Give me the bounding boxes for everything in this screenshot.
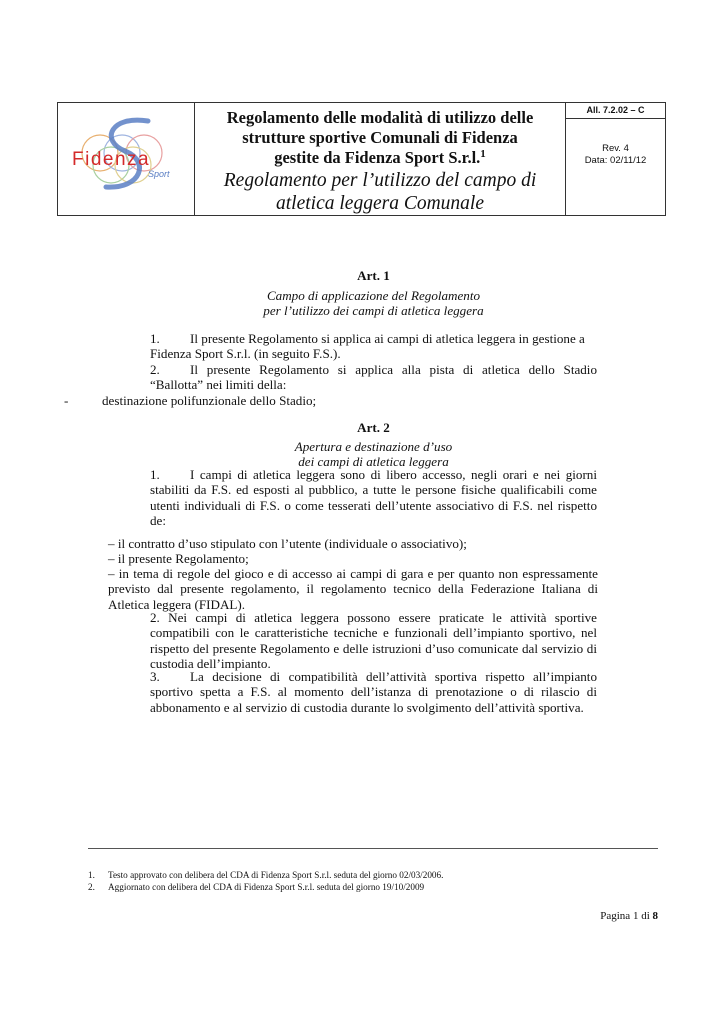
- fidenza-sport-logo: [70, 113, 182, 197]
- meta-cell: [566, 103, 666, 216]
- doc-code: All. 7.2.02 – C: [566, 103, 665, 119]
- art2-subheading: Apertura e destinazione d’uso dei campi di atletica leggera: [294, 439, 453, 470]
- revision: Rev. 4: [602, 143, 629, 154]
- revision-date: Data: 02/11/12: [584, 155, 647, 166]
- footnote-1: 1. Testo approvato con delibera del CDA di Fidenza Sport S.r.l. seduta del giorno 02/03/2006.: [88, 870, 444, 880]
- art1-subheading: Campo di applicazione del Regolamento per l’utilizzo dei campi di atletica leggera: [263, 288, 484, 319]
- logo-word: Fidenza: [72, 149, 151, 170]
- title-footnote-ref: 1: [480, 148, 486, 160]
- art2-item-fidal: – in tema di regole del gioco e di accesso ai campi di gara e per quanto non espressamente previsto dal presente regolamento, il regolamento tecnico della Federazione Italiana di Atletica leggera (FIDAL).: [108, 566, 598, 612]
- art1-paragraph-2: 2. Il presente Regolamento si applica alla pista di atletica dello Stadio “Ballotta” nei limiti della:: [150, 362, 597, 393]
- art1-paragraph-1: 1. Il presente Regolamento si applica ai campi di atletica leggera in gestione a Fidenza Sport S.r.l. (in seguito F.S.).: [150, 331, 585, 362]
- art2-paragraph-1: 1. I campi di atletica leggera sono di libero accesso, negli orari e nei giorni stabiliti da F.S. ed esposti al pubblico, a tutte le persone fisiche qualificabili come utenti individuali di F.S. o come tesserati dell’utente associativo di F.S. nel rispetto de:: [150, 467, 597, 529]
- art1-bullet: - destinazione polifunzionale dello Stadio;: [64, 393, 317, 408]
- logo-sub: Sport: [148, 169, 170, 179]
- regulation-subtitle: Regolamento per l’utilizzo del campo di atletica leggera Comunale: [223, 170, 537, 214]
- art2-paragraph-2: 2. Nei campi di atletica leggera possono essere praticate le attività sportive compatibili con le caratteristiche tecniche e funzionali dell’impianto sportivo, nel rispetto del presente Regolamento e delle istruzioni d’uso comunicate dal servizio di custodia dell’impianto.: [150, 610, 597, 672]
- document-header: [57, 102, 666, 216]
- art2-item-regulation: – il presente Regolamento;: [108, 551, 249, 566]
- title-cell: [195, 103, 566, 216]
- logo-cell: [58, 103, 195, 216]
- footnote-2: 2. Aggiornato con delibera del CDA di Fidenza Sport S.r.l. seduta del giorno 19/10/2009: [88, 882, 425, 892]
- regulation-title: Regolamento delle modalità di utilizzo delle strutture sportive Comunali di Fidenza gestite da Fidenza Sport S.r.l.$^1$: [226, 108, 534, 167]
- footnote-divider: [88, 848, 658, 849]
- page-number: Pagina 1 di 8: [600, 910, 658, 922]
- art2-paragraph-3: 3. La decisione di compatibilità dell’attività sportiva rispetto all’impianto sportivo spetta a F.S. al momento dell’istanza di prenotazione o di rilascio di abbonamento e al servizio di custodia durante lo svolgimento dell’attività sportiva.: [150, 669, 597, 715]
- art2-item-contract: – il contratto d’uso stipulato con l’utente (individuale o associativo);: [108, 536, 467, 551]
- art2-heading: Art. 2: [357, 420, 390, 435]
- art1-heading: Art. 1: [357, 268, 390, 283]
